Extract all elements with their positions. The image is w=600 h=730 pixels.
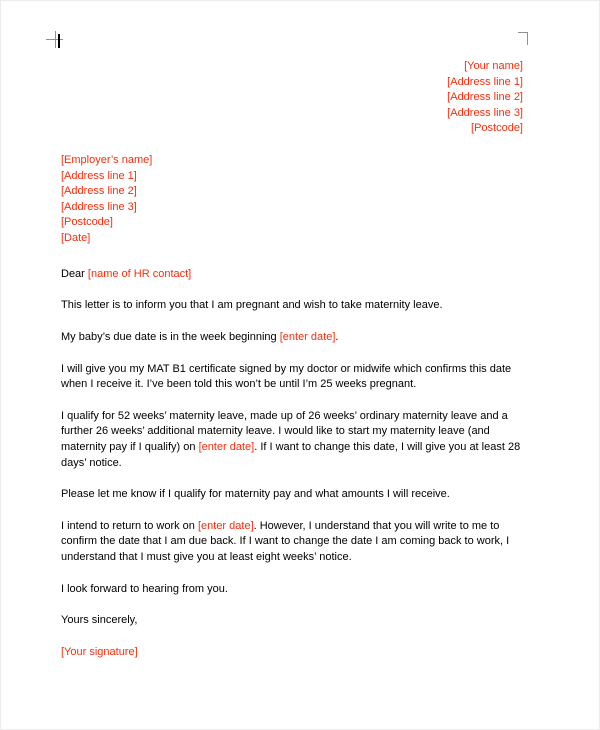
date-placeholder: [Date]	[61, 232, 91, 245]
recipient-address-line-3: [Address line 3]	[61, 200, 137, 213]
sender-address-line-1: [Address line 1]	[447, 75, 523, 88]
margin-crop-mark-top-right-icon	[518, 32, 528, 45]
due-date-text-after: .	[335, 330, 339, 343]
text-cursor	[58, 34, 60, 48]
sender-address-line-3: [Address line 3]	[447, 106, 523, 119]
signature-placeholder: [Your signature]	[61, 645, 138, 658]
salutation	[61, 267, 523, 283]
hr-contact-placeholder: [name of HR contact]	[87, 267, 192, 280]
recipient-address-block	[61, 153, 523, 247]
paragraph-leave-details	[61, 409, 523, 471]
return-text-after: . However, I understand that you will write to me to confirm the date that I am due back. If I want to change the date I am coming back to work, I understand that I must give you at least eight weeks’ notice.	[61, 519, 510, 564]
leave-start-enter-date-placeholder: [enter date]	[198, 440, 255, 453]
margin-crop-mark-top-left-icon	[46, 31, 63, 48]
sender-postcode-placeholder: [Postcode]	[471, 122, 523, 135]
due-date-enter-date-placeholder: [enter date]	[279, 330, 336, 343]
sender-address-block	[61, 59, 523, 137]
empty-first-line	[61, 29, 523, 45]
salutation-prefix: Dear	[61, 267, 88, 280]
recipient-address-line-1: [Address line 1]	[61, 169, 137, 182]
recipient-address-line-2: [Address line 2]	[61, 185, 137, 198]
recipient-postcode-placeholder: [Postcode]	[61, 216, 113, 229]
paragraph-return-to-work	[61, 519, 523, 566]
leave-details-text-after: . If I want to change this date, I will give you at least 28 days’ notice.	[61, 440, 521, 469]
paragraph-closing: I look forward to hearing from you.	[61, 582, 228, 595]
paragraph-certificate: I will give you my MAT B1 certificate signed by my doctor or midwife which confirms this date when I receive it. I’ve been told this won’t be until I’m 25 weeks pregnant.	[61, 362, 512, 391]
due-date-text-before: My baby’s due date is in the week beginning	[61, 330, 280, 343]
paragraph-due-date	[61, 330, 523, 346]
leave-details-text-before: I qualify for 52 weeks’ maternity leave, made up of 26 weeks’ ordinary maternity leave and a further 26 weeks’ additional maternity leave. I would like to start my maternity leave (and maternity pay if I qualify) on	[61, 409, 508, 453]
paragraph-signoff: Yours sincerely,	[61, 614, 138, 627]
sender-address-line-2: [Address line 2]	[447, 91, 523, 104]
employer-name-placeholder: [Employer’s name]	[61, 154, 153, 167]
paragraph-intro: This letter is to inform you that I am pregnant and wish to take maternity leave.	[61, 299, 443, 312]
paragraph-pay-query: Please let me know if I qualify for maternity pay and what amounts I will receive.	[61, 488, 450, 501]
return-text-before: I intend to return to work on	[61, 519, 198, 532]
return-enter-date-placeholder: [enter date]	[197, 519, 254, 532]
sender-name-placeholder: [Your name]	[464, 60, 523, 72]
